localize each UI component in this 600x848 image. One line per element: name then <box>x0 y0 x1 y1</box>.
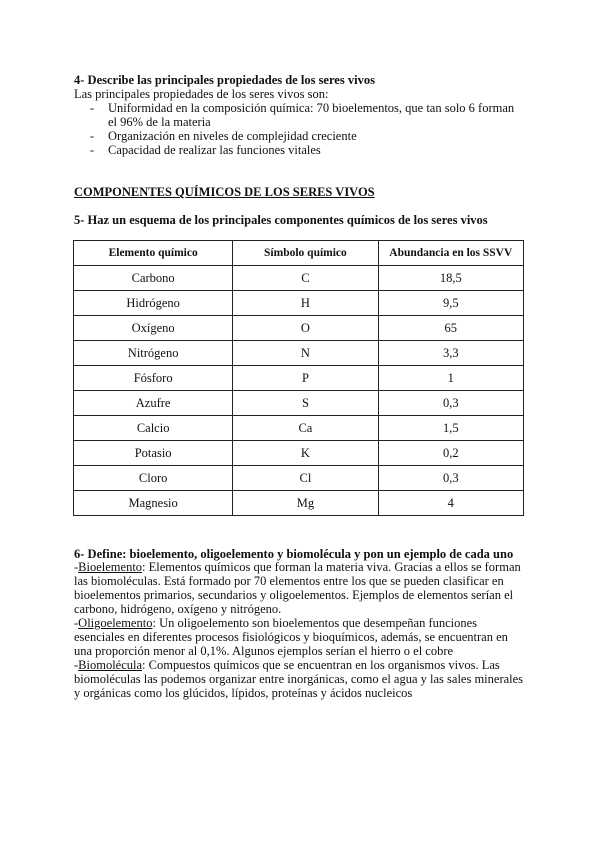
term-oligoelemento: Oligoelemento <box>78 616 153 630</box>
properties-list <box>74 101 524 157</box>
cell-abundance: 3,3 <box>378 341 523 366</box>
cell-symbol: Cl <box>233 466 378 491</box>
table-row <box>74 441 524 466</box>
question-4-intro: Las principales propiedades de los seres vivos son: <box>74 87 329 101</box>
bullet-dash: - <box>90 101 95 115</box>
cell-symbol: O <box>233 316 378 341</box>
cell-element: Azufre <box>74 391 233 416</box>
definition-paragraph <box>74 658 526 700</box>
column-header-symbol: Símbolo químico <box>233 241 378 266</box>
cell-symbol: K <box>233 441 378 466</box>
table-row <box>74 391 524 416</box>
definition-paragraph <box>74 616 526 658</box>
definition-prefix: - <box>74 616 79 630</box>
bullet-dash: - <box>90 143 95 157</box>
list-item-text: Capacidad de realizar las funciones vitales <box>108 143 321 157</box>
definition-text: : Compuestos químicos que se encuentran en los organismos vivos. Las biomoléculas las podemos organizar entre inorgánicas, como el agua y las sales minerales y orgánicas como los glúcidos, lípidos, proteínas y ácidos nucleicos <box>74 658 524 700</box>
question-6-title: 6- Define: bioelemento, oligoelemento y biomolécula y pon un ejemplo de cada uno <box>74 547 514 561</box>
cell-element: Calcio <box>74 416 233 441</box>
cell-symbol: H <box>233 291 378 316</box>
cell-abundance: 0,3 <box>378 391 523 416</box>
cell-abundance: 65 <box>378 316 523 341</box>
cell-element: Fósforo <box>74 366 233 391</box>
bullet-dash: - <box>90 129 95 143</box>
table-row <box>74 466 524 491</box>
cell-symbol: Mg <box>233 491 378 516</box>
chemical-elements-table <box>73 240 524 516</box>
definition-text: : Un oligoelemento son bioelementos que desempeñan funciones esenciales en diferentes procesos fisiológicos y bioquímicos, además, se encuentran en una proporción menor al 0,1%. Algunos ejemplos serían el hierro o el cobre <box>74 616 508 658</box>
table-row <box>74 316 524 341</box>
list-item <box>74 129 524 143</box>
cell-abundance: 1 <box>378 366 523 391</box>
definition-prefix: - <box>74 658 79 672</box>
cell-abundance: 1,5 <box>378 416 523 441</box>
term-bioelemento: Bioelemento <box>78 560 143 574</box>
question-4-title: 4- Describe las principales propiedades de los seres vivos <box>74 73 375 87</box>
cell-element: Oxígeno <box>74 316 233 341</box>
definition-prefix: - <box>74 560 79 574</box>
cell-element: Hidrógeno <box>74 291 233 316</box>
cell-abundance: 0,3 <box>378 466 523 491</box>
cell-element: Cloro <box>74 466 233 491</box>
table-row <box>74 291 524 316</box>
table-row <box>74 341 524 366</box>
table-row <box>74 416 524 441</box>
definitions-block <box>74 560 526 700</box>
question-5-title: 5- Haz un esquema de los principales componentes químicos de los seres vivos <box>74 213 488 227</box>
table-row <box>74 266 524 291</box>
cell-symbol: S <box>233 391 378 416</box>
cell-abundance: 18,5 <box>378 266 523 291</box>
table-row <box>74 366 524 391</box>
table-row <box>74 491 524 516</box>
cell-element: Nitrógeno <box>74 341 233 366</box>
cell-symbol: N <box>233 341 378 366</box>
cell-symbol: C <box>233 266 378 291</box>
list-item-text: Organización en niveles de complejidad creciente <box>108 129 357 143</box>
cell-abundance: 0,2 <box>378 441 523 466</box>
list-item <box>74 101 524 129</box>
list-item <box>74 143 524 157</box>
cell-element: Potasio <box>74 441 233 466</box>
term-biomolecula: Biomolécula <box>78 658 143 672</box>
cell-element: Magnesio <box>74 491 233 516</box>
cell-symbol: Ca <box>233 416 378 441</box>
table-header-row <box>74 241 524 266</box>
cell-element: Carbono <box>74 266 233 291</box>
section-title: COMPONENTES QUÍMICOS DE LOS SERES VIVOS <box>74 185 375 199</box>
cell-symbol: P <box>233 366 378 391</box>
definition-paragraph <box>74 560 526 616</box>
cell-abundance: 9,5 <box>378 291 523 316</box>
column-header-abundance: Abundancia en los SSVV <box>378 241 523 266</box>
list-item-text: Uniformidad en la composición química: 70 bioelementos, que tan solo 6 forman el 96% de la materia <box>108 101 515 129</box>
column-header-element: Elemento químico <box>74 241 233 266</box>
cell-abundance: 4 <box>378 491 523 516</box>
definition-text: : Elementos químicos que forman la materia viva. Gracias a ellos se forman las biomoléculas. Está formado por 70 elementos entre los que se pueden clasificar en bioelementos primarios, secundarios y oligoelementos. Ejemplos de elementos serían el carbono, hidrógeno, oxígeno y nitrógeno. <box>74 560 521 616</box>
